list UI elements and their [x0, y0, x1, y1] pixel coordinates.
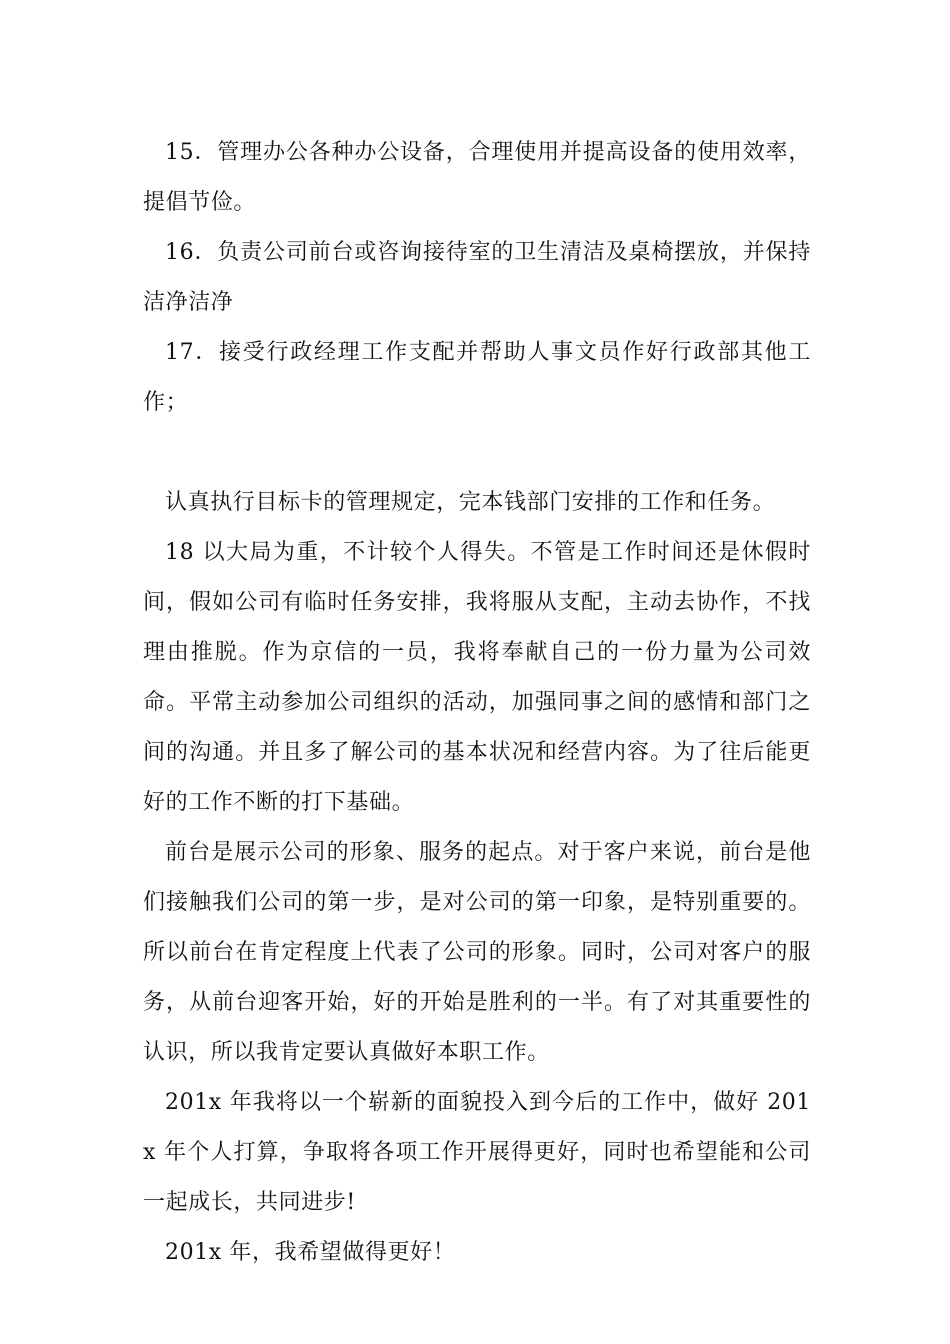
paragraph-year-plan: 201x 年我将以一个崭新的面貌投入到今后的工作中，做好 201x 年个人打算，争取将各项工作开展得更好，同时也希望能和公司一起成长，共同进步!: [143, 1090, 811, 1215]
document-body: [143, 128, 811, 1278]
paragraph-front-desk: 前台是展示公司的形象、服务的起点。对于客户来说，前台是他们接触我们公司的第一步，是对公司的第一印象，是特别重要的。所以前台在肯定程度上代表了公司的形象。同时，公司对客户的服务，从前台迎客开始，好的开始是胜利的一半。有了对其重要性的认识，所以我肯定要认真做好本职工作。: [143, 840, 811, 1065]
paragraph-item-17: 17．接受行政经理工作支配并帮助人事文员作好行政部其他工作；: [143, 340, 811, 415]
paragraph-target-card: 认真执行目标卡的管理规定，完本钱部门安排的工作和任务。: [165, 490, 776, 515]
paragraph-closing: 201x 年，我希望做得更好！: [165, 1240, 456, 1265]
paragraph-item-15: 15．管理办公各种办公设备，合理使用并提高设备的使用效率，提倡节俭。: [143, 140, 811, 215]
paragraph-item-16: 16．负责公司前台或咨询接待室的卫生清洁及桌椅摆放，并保持洁净洁净: [143, 240, 811, 315]
blank-line: [143, 428, 811, 478]
paragraph-item-18: 18 以大局为重，不计较个人得失。不管是工作时间还是休假时间，假如公司有临时任务安排，我将服从支配，主动去协作，不找理由推脱。作为京信的一员，我将奉献自己的一份力量为公司效命。平常主动参加公司组织的活动，加强同事之间的感情和部门之间的沟通。并且多了解公司的基本状况和经营内容。为了往后能更好的工作不断的打下基础。: [143, 540, 811, 815]
